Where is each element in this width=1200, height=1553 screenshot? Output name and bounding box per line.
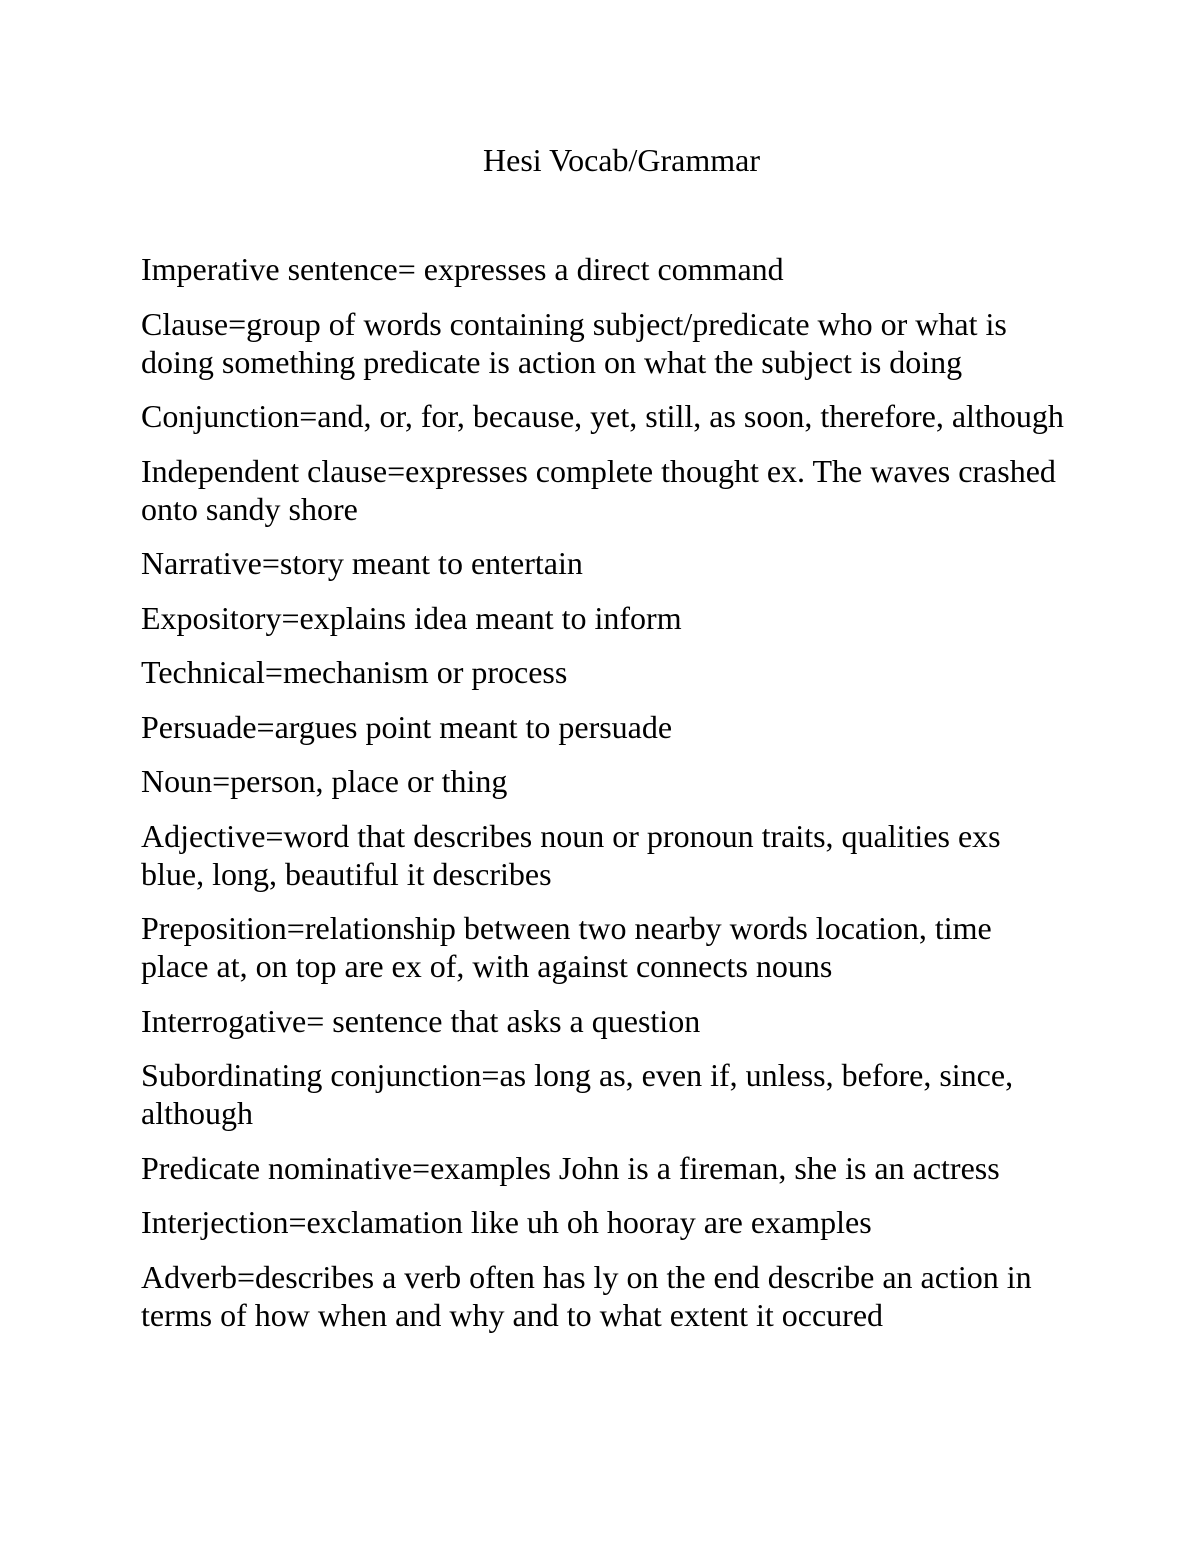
vocab-entry-clause: Clause=group of words containing subject/predicate who or what is doing something predicate is action on what the subject is doing <box>141 305 1007 380</box>
vocab-entry-technical: Technical=mechanism or process <box>141 654 568 690</box>
document-title: Hesi Vocab/Grammar <box>483 142 760 178</box>
vocab-entry-expository: Expository=explains idea meant to inform <box>141 599 682 636</box>
vocab-entry-independent-clause: Independent clause=expresses complete thought ex. The waves crashed onto sandy shore <box>141 452 1056 527</box>
vocab-list <box>141 250 1066 1350</box>
vocab-entry-imperative-sentence: Imperative sentence= expresses a direct command <box>141 251 784 287</box>
vocab-entry-narrative: Narrative=story meant to entertain <box>141 545 583 581</box>
vocab-entry-persuade: Persuade=argues point meant to persuade <box>141 708 673 745</box>
vocab-entry-subordinating-conjunction: Subordinating conjunction=as long as, even if, unless, before, since, although <box>141 1057 1014 1131</box>
vocab-entry-interjection: Interjection=exclamation like uh oh hooray are examples <box>141 1204 872 1240</box>
vocab-entry-noun: Noun=person, place or thing <box>141 763 508 799</box>
vocab-entry-adjective: Adjective=word that describes noun or pronoun traits, qualities exs blue, long, beautiful it describes <box>141 817 1001 892</box>
vocab-entry-predicate-nominative: Predicate nominative=examples John is a fireman, she is an actress <box>141 1149 1000 1186</box>
vocab-entry-conjunction: Conjunction=and, or, for, because, yet, still, as soon, therefore, although <box>141 398 1064 434</box>
vocab-entry-preposition: Preposition=relationship between two nearby words location, time place at, on top are ex of, with against connects nouns <box>141 910 992 984</box>
vocab-entry-interrogative: Interrogative= sentence that asks a question <box>141 1002 701 1039</box>
vocab-entry-adverb: Adverb=describes a verb often has ly on the end describe an action in terms of how when and why and to what extent it occured <box>141 1258 1032 1333</box>
